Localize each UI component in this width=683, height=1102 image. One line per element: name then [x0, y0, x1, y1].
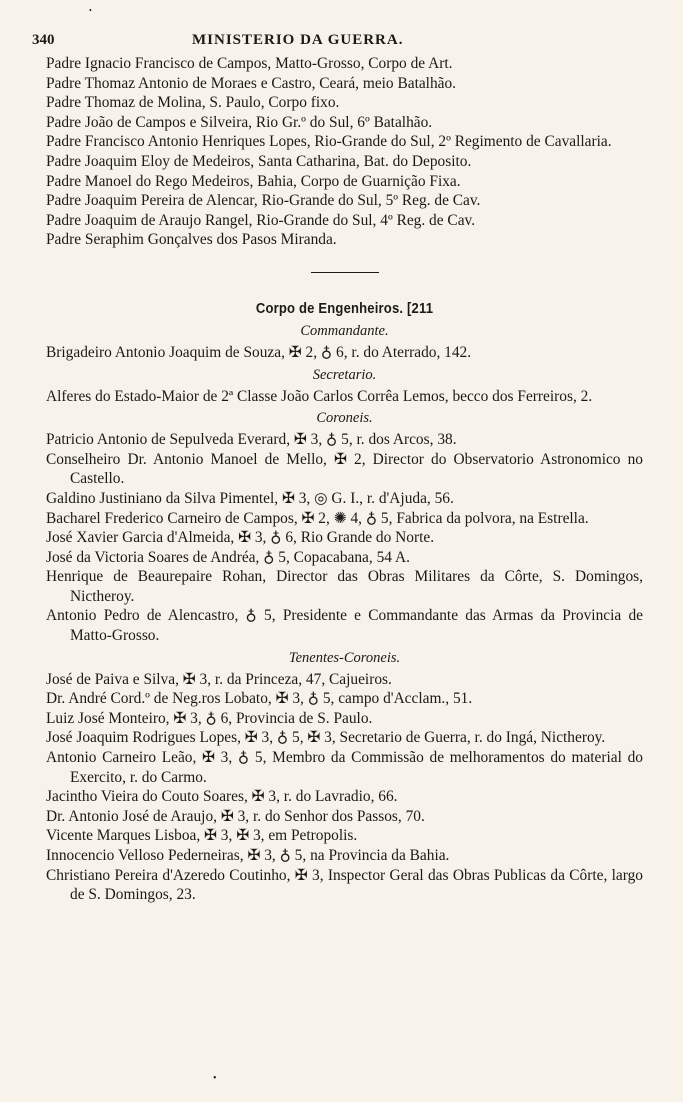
lt-colonel-list [46, 670, 643, 905]
ink-speck: • [213, 1073, 217, 1084]
section-heading-engineers: Corpo de Engenheiros. [211 [255, 300, 434, 317]
chaplain-entry: Padre Ignacio Francisco de Campos, Matto-Grosso, Corpo de Art. [46, 55, 453, 72]
lt-colonel-entry: José de Paiva e Silva, ✠ 3, r. da Princeza, 47, Cajueiros. [46, 670, 392, 688]
running-head [32, 32, 643, 54]
colonel-list [46, 430, 643, 646]
lt-colonel-entry: Jacintho Vieira do Couto Soares, ✠ 3, r. do Lavradio, 66. [46, 788, 398, 806]
chaplain-entry: Padre Joaquim Pereira de Alencar, Rio-Grande do Sul, 5º Reg. de Cav. [46, 192, 481, 210]
chaplain-entry: Padre Manoel do Rego Medeiros, Bahia, Corpo de Guarnição Fixa. [46, 172, 461, 190]
lt-colonel-entry: Antonio Carneiro Leão, ✠ 3, ♁ 5, Membro da Commissão de melhoramentos do material do Exercito, r. do Carmo. [46, 749, 643, 786]
running-title: MINISTERIO DA GUERRA. [192, 32, 404, 48]
chaplain-entry: Padre João de Campos e Silveira, Rio Gr.º do Sul, 6º Batalhão. [46, 113, 433, 131]
colonel-entry: Antonio Pedro de Alencastro, ♁ 5, Presidente e Commandante das Armas da Provincia de Matto-Grosso. [46, 607, 643, 645]
colonel-entry: Henrique de Beaurepaire Rohan, Director das Obras Militares da Côrte, S. Domingos, Nictheroy. [46, 568, 643, 605]
secretary-entry: Alferes do Estado-Maior de 2ª Classe João Carlos Corrêa Lemos, becco dos Ferreiros, 2. [46, 387, 593, 405]
lt-colonel-entry: Christiano Pereira d'Azeredo Coutinho, ✠ 3, Inspector Geral das Obras Publicas da Côrte, largo de S. Domingos, 23. [46, 866, 643, 904]
chaplain-entry: Padre Thomaz Antonio de Moraes e Castro, Ceará, meio Batalhão. [46, 74, 457, 92]
colonel-entry: Conselheiro Dr. Antonio Manoel de Mello, ✠ 2, Director do Observatorio Astronomico no Castello. [46, 450, 643, 488]
rank-heading-commandant: Commandante. [300, 322, 389, 339]
colonel-entry: José Xavier Garcia d'Almeida, ✠ 3, ♁ 6, Rio Grande do Norte. [46, 529, 435, 547]
chaplain-entry: Padre Thomaz de Molina, S. Paulo, Corpo fixo. [46, 94, 340, 112]
chaplain-entry: Padre Joaquim Eloy de Medeiros, Santa Catharina, Bat. do Deposito. [46, 152, 472, 170]
chaplain-entry: Padre Seraphim Gonçalves dos Pasos Miranda. [46, 231, 337, 249]
lt-colonel-entry: Dr. André Cord.º de Neg.ros Lobato, ✠ 3, ♁ 5, campo d'Acclam., 51. [46, 690, 473, 708]
page-number: 340 [32, 32, 55, 48]
colonel-entry: Patricio Antonio de Sepulveda Everard, ✠ 3, ♁ 5, r. dos Arcos, 38. [46, 431, 457, 449]
lt-colonel-entry: Luiz José Monteiro, ✠ 3, ♁ 6, Provincia de S. Paulo. [46, 709, 373, 727]
colonel-entry: José da Victoria Soares de Andréa, ♁ 5, Copacabana, 54 A. [46, 548, 410, 566]
chaplain-list [46, 54, 643, 250]
ink-speck: • [89, 6, 92, 15]
rank-heading-lt-colonels: Tenentes-Coroneis. [288, 649, 401, 666]
lt-colonel-entry: José Joaquim Rodrigues Lopes, ✠ 3, ♁ 5, ✠ 3, Secretario de Guerra, r. do Ingá, Nictheroy. [46, 729, 606, 747]
chaplain-entry: Padre Francisco Antonio Henriques Lopes, Rio-Grande do Sul, 2º Regimento de Cavallaria. [46, 133, 612, 151]
chaplain-entry: Padre Joaquim de Araujo Rangel, Rio-Grande do Sul, 4º Reg. de Cav. [46, 211, 476, 229]
lt-colonel-entry: Vicente Marques Lisboa, ✠ 3, ✠ 3, em Petropolis. [46, 827, 358, 845]
rank-heading-colonels: Coroneis. [316, 410, 373, 427]
rank-heading-secretary: Secretario. [312, 366, 377, 383]
colonel-entry: Galdino Justiniano da Silva Pimentel, ✠ 3, ◎ G. I., r. d'Ajuda, 56. [46, 489, 454, 507]
section-divider [311, 272, 379, 273]
lt-colonel-entry: Innocencio Velloso Pederneiras, ✠ 3, ♁ 5, na Provincia da Bahia. [46, 847, 450, 864]
colonel-entry: Bacharel Frederico Carneiro de Campos, ✠ 2, ✺ 4, ♁ 5, Fabrica da polvora, na Estrella. [46, 509, 589, 527]
commandant-entry: Brigadeiro Antonio Joaquim de Souza, ✠ 2, ♁ 6, r. do Aterrado, 142. [46, 343, 472, 361]
lt-colonel-entry: Dr. Antonio José de Araujo, ✠ 3, r. do Senhor dos Passos, 70. [46, 807, 425, 825]
